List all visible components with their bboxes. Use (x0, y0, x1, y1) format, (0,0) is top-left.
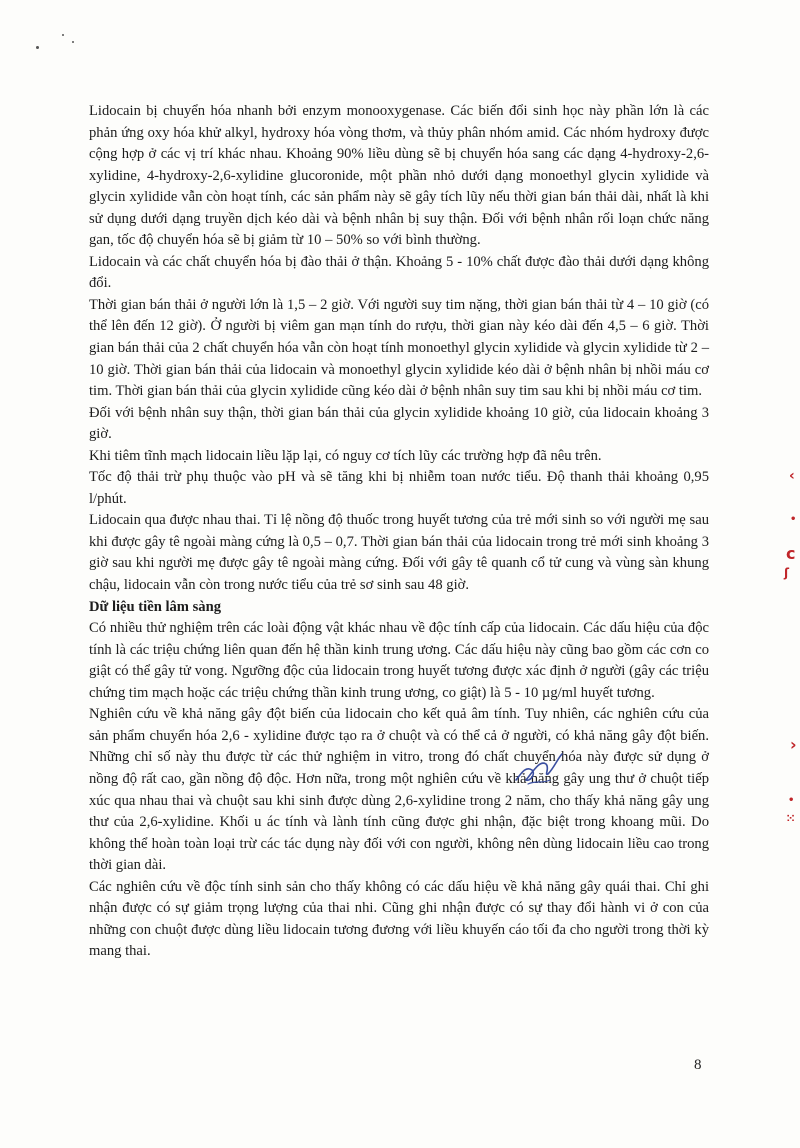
paragraph-elimination: Lidocain và các chất chuyển hóa bị đào thải ở thận. Khoảng 5 - 10% chất được đào thải dưới dạng không đổi. (89, 253, 709, 292)
paragraph-acute-toxicity: Có nhiều thử nghiệm trên các loài động vật khác nhau về độc tính cấp của lidocain. Các dấu hiệu của độc tính là các triệu chứng liên quan đến hệ thần kinh trung ương. Các dấu hiệu này cũng bao gồm các cơn co giật có thể gây tử vong. Ngưỡng độc của lidocain trong huyết tương được xác định ở người (gây các triệu chứng tim mạch hoặc các triệu chứng thần kinh trung ương, co giật) là 5 - 10 µg/ml huyết tương. (89, 620, 709, 701)
stamp-fragment: • (790, 514, 797, 525)
stamp-fragment: • (788, 795, 795, 806)
stamp-fragment: › (790, 735, 797, 754)
handwritten-initials (512, 750, 566, 794)
paragraph-clearance: Tốc độ thải trừ phụ thuộc vào pH và sẽ tăng khi bị nhiễm toan nước tiểu. Độ thanh thải khoảng 0,95 l/phút. (89, 469, 709, 507)
paragraph-half-life: Thời gian bán thải ở người lớn là 1,5 – 2 giờ. Với người suy tim nặng, thời gian bán thải từ 4 – 10 giờ (có thể lên đến 12 giờ). Ở người bị viêm gan mạn tính do rượu, thời gian này kéo dài đến 4,5 – 6 giờ. Thời gian bán thải của 2 chất chuyển hóa vẫn còn hoạt tính monoethyl glycin xylidide và glycin xylidide từ 2 – 10 giờ. Thời gian bán thải của lidocain và monoethyl glycin xylidide kéo dài ở bệnh nhân bị nhồi máu cơ tim. Thời gian bán thải của glycin xylidide cũng kéo dài ở bệnh nhân suy tim sau khi bị nhồi máu cơ tim. (89, 296, 709, 400)
paragraph-reproductive-toxicity: Các nghiên cứu về độc tính sinh sản cho thấy không có các dấu hiệu về khả năng gây quái thai. Chỉ ghi nhận được có sự giảm trọng lượng của thai nhi. Cũng ghi nhận được có sự thay đổi hành vi ở con của những con chuột được dùng liều lidocain tương đương với liều khuyến cáo tối đa cho người trong thời kỳ mang thai. (89, 878, 709, 960)
section-heading-preclinical: Dữ liệu tiền lâm sàng (89, 598, 221, 615)
stamp-fragment: ʃ (784, 566, 789, 580)
paragraph-mutagenicity: Nghiên cứu về khả năng gây đột biến của lidocain cho kết quả âm tính. Tuy nhiên, các nghiên cứu của sản phẩm chuyển hóa 2,6 - xylidine được tạo ra ở chuột và có thể cả ở người, có khả năng gây đột biến. Những chỉ số này thu được từ các thử nghiệm in vitro, trong đó chất chuyển hóa này được sử dụng ở nồng độ rất cao, gần nồng độ độc. Hơn nữa, trong một nghiên cứu về khả năng gây ung thư ở chuột tiếp xúc qua nhau thai và chuột sau khi sinh được dùng 2,6-xylidine trong 2 năm, cho thấy khả năng gây ung thư của 2,6-xylidine. Khối u ác tính và lành tính cũng được ghi nhận, đặc biệt trong khoang mũi. Do không thể hoàn toàn loại trừ các tác dụng này đối với con người, không nên dùng lidocain liều cao trong thời gian dài. (89, 706, 709, 874)
document-body (89, 101, 709, 963)
scan-speck (62, 34, 64, 36)
scan-speck (36, 46, 39, 49)
page-number: 8 (694, 1057, 702, 1073)
paragraph-metabolism: Lidocain bị chuyển hóa nhanh bởi enzym monooxygenase. Các biến đổi sinh học này phần lớn là các phản ứng oxy hóa khử alkyl, hydroxy hóa vòng thơm, và thủy phân nhóm amid. Các nhóm hydroxy được cộng hợp ở các vị trí khác nhau. Khoảng 90% liều dùng sẽ bị chuyển hóa sang các dạng 4-hydroxy-2,6-xylidine, 4-hydroxy-2,6-xylidine glucoronide, một phần nhỏ dưới dạng monoethyl glycin xylidide và glycin xylidide vẫn còn hoạt tính, các sản phẩm này sẽ gây tích lũy nếu thời gian bán thải dài, nhất là khi sử dụng dưới dạng truyền dịch kéo dài và bệnh nhân bị suy thận. Đối với bệnh nhân rối loạn chức năng gan, tốc độ chuyển hóa sẽ bị giảm từ 10 – 50% so với bình thường. (89, 103, 709, 249)
scan-speck (72, 41, 74, 43)
paragraph-renal-failure: Đối với bệnh nhân suy thận, thời gian bán thải của glycin xylidide khoảng 10 giờ, của lidocain khoảng 3 giờ. (89, 404, 709, 443)
paragraph-placenta: Lidocain qua được nhau thai. Tỉ lệ nồng độ thuốc trong huyết tương của trẻ mới sinh so với người mẹ sau khi được gây tê ngoài màng cứng là 0,5 – 0,7. Thời gian bán thải của lidocain trong trẻ mới sinh khoảng 3 giờ sau khi người mẹ được gây tê ngoài màng cứng. Đối với gây tê quanh cổ tử cung và vùng sàn khung chậu, lidocain vẫn còn trong nước tiểu của trẻ sơ sinh sau 48 giờ. (89, 512, 709, 594)
stamp-fragment: c (786, 544, 796, 563)
stamp-fragment: ‹ (789, 468, 795, 484)
paragraph-accumulation: Khi tiêm tĩnh mạch lidocain liều lặp lại, có nguy cơ tích lũy các trường hợp đã nêu trên. (89, 447, 602, 464)
stamp-fragment: ⁙ (786, 812, 796, 825)
